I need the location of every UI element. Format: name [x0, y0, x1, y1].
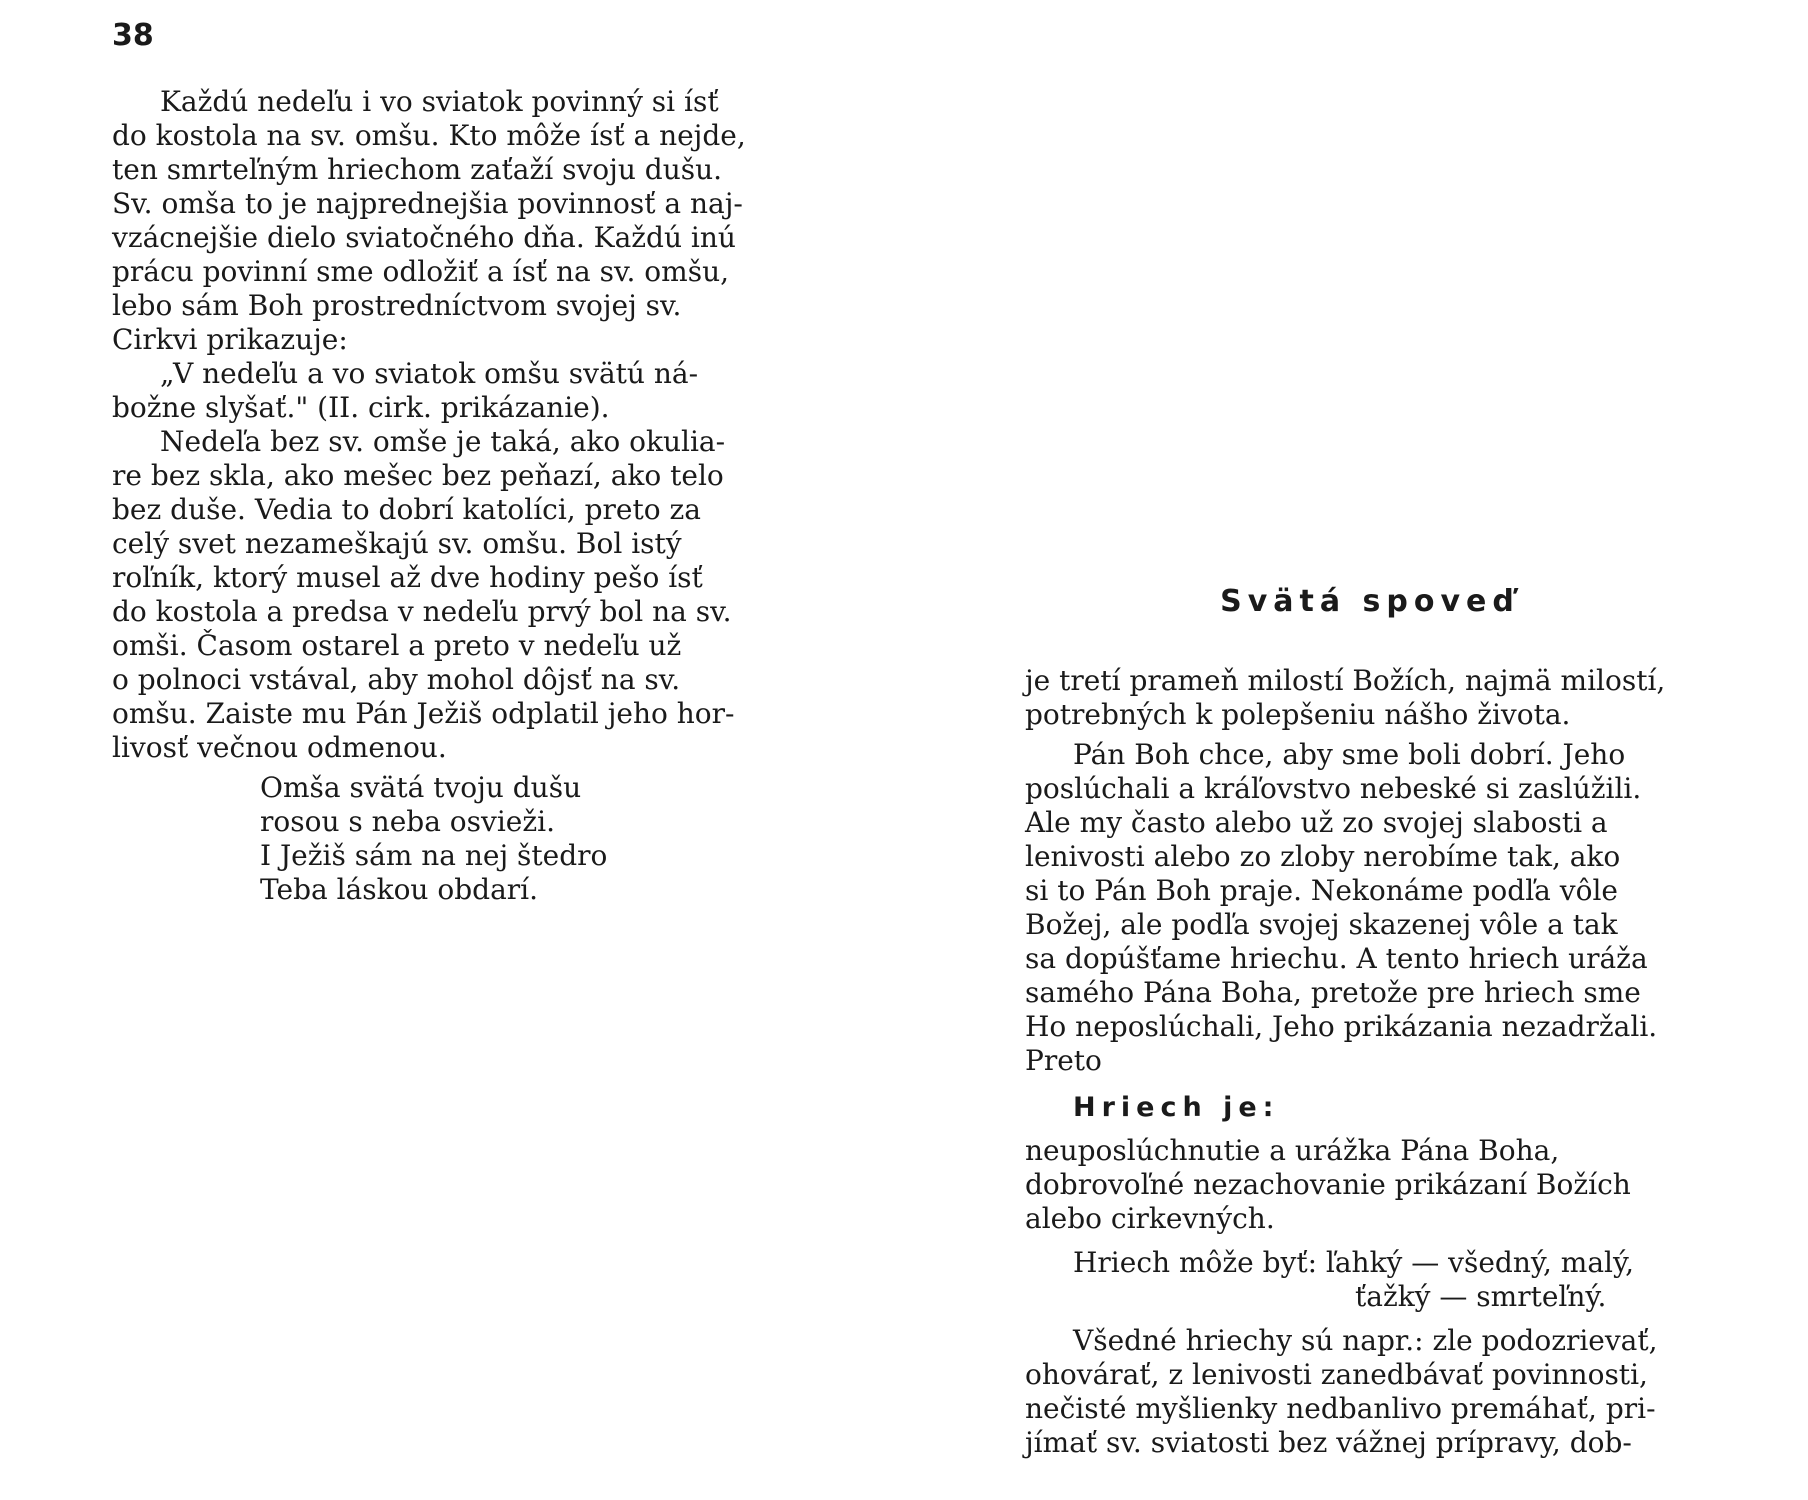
text-line: poslúchali a kráľovstvo nebeské si zaslúžili.	[1025, 772, 1642, 805]
text-line: Všedné hriechy sú napr.: zle podozrievať,	[1073, 1324, 1658, 1357]
sin-kinds	[1025, 1246, 1715, 1314]
text-line: Preto	[1025, 1044, 1102, 1077]
text-line: božne slyšať." (II. cirk. prikázanie).	[112, 391, 610, 424]
text-line: Božej, ale podľa svojej skazenej vôle a tak	[1025, 908, 1618, 941]
text-line: bez duše. Vedia to dobrí katolíci, preto za	[112, 493, 701, 526]
text-line: ten smrteľným hriechom zaťaží svoju dušu.	[112, 153, 723, 186]
text-line: si to Pán Boh praje. Nekonáme podľa vôle	[1025, 874, 1618, 907]
text-line: omšu. Zaiste mu Pán Ježiš odplatil jeho hor-	[112, 697, 735, 730]
text-line: dobrovoľné nezachovanie prikázaní Božích	[1025, 1168, 1631, 1201]
intro-paragraph	[1025, 664, 1715, 732]
text-line: potrebných k polepšeniu nášho života.	[1025, 698, 1571, 731]
commandment-quote	[112, 357, 792, 425]
page-number: 38	[112, 18, 154, 53]
text-line: omši. Časom ostarel a preto v nedeľu už	[112, 629, 682, 662]
right-column	[1025, 664, 1715, 1460]
text-line: roľník, ktorý musel až dve hodiny pešo ísť	[112, 561, 703, 594]
text-line: jímať sv. sviatosti bez vážnej prípravy, dob-	[1025, 1426, 1632, 1459]
right-paragraph-2	[1025, 1324, 1715, 1460]
verse	[112, 771, 792, 907]
verse-line: Teba láskou obdarí.	[260, 873, 539, 906]
text-line: Nedeľa bez sv. omše je taká, ako okuliа-	[160, 425, 726, 458]
left-paragraph-1	[112, 85, 792, 357]
text-line: o polnoci vstával, aby mohol dôjsť na sv.	[112, 663, 681, 696]
text-line: do kostola a predsa v nedeľu prvý bol na sv.	[112, 595, 732, 628]
text-line: Cirkvi prikazuje:	[112, 323, 348, 356]
text-line: lebo sám Boh prostredníctvom svojej sv.	[112, 289, 682, 322]
text-line: alebo cirkevných.	[1025, 1202, 1275, 1235]
text-line: je tretí prameň milostí Božích, najmä milostí,	[1025, 664, 1666, 697]
text-line: „V nedeľu a vo sviatok omšu svätú ná-	[160, 357, 699, 390]
text-line: Pán Boh chce, aby sme boli dobrí. Jeho	[1073, 738, 1626, 771]
left-paragraph-2	[112, 425, 792, 765]
text-line: vzácnejšie dielo sviatočného dňa. Každú inú	[112, 221, 736, 254]
text-line: prácu povinní sme odložiť a ísť na sv. omšu,	[112, 255, 730, 288]
section-heading: Svätá spoveď	[1220, 584, 1520, 619]
text-line: Ale my často alebo už zo svojej slabosti a	[1025, 806, 1608, 839]
text-line: nečisté myšlienky nedbanlivo premáhať, pri-	[1025, 1392, 1656, 1425]
verse-line: Omša svätá tvoju dušu	[260, 771, 582, 804]
verse-line: rosou s neba osvieži.	[260, 805, 555, 838]
definition-paragraph	[1025, 1134, 1715, 1236]
right-paragraph-1	[1025, 738, 1715, 1078]
left-column	[112, 85, 792, 907]
text-line: Sv. omša to je najprednejšia povinnosť a naj-	[112, 187, 743, 220]
text-line: sa dopúšťame hriechu. A tento hriech uráža	[1025, 942, 1648, 975]
text-line: do kostola na sv. omšu. Kto môže ísť a nejde,	[112, 119, 746, 152]
subheading: Hriech je:	[1073, 1092, 1280, 1123]
text-line: lenivosti alebo zo zloby nerobíme tak, ako	[1025, 840, 1621, 873]
text-line: samého Pána Boha, pretože pre hriech sme	[1025, 976, 1641, 1009]
text-line: re bez skla, ako mešec bez peňazí, ako telo	[112, 459, 724, 492]
text-line: ohovárať, z lenivosti zanedbávať povinnosti,	[1025, 1358, 1648, 1391]
text-line: livosť večnou odmenou.	[112, 731, 447, 764]
text-line: Každú nedeľu i vo sviatok povinný si ísť	[160, 85, 719, 118]
text-line: Hriech môže byť: ľahký — všedný, malý,	[1073, 1246, 1634, 1279]
text-line: celý svet nezameškajú sv. omšu. Bol istý	[112, 527, 682, 560]
text-line: neuposlúchnutie a urážka Pána Boha,	[1025, 1134, 1560, 1167]
verse-line: I Ježiš sám na nej štedro	[260, 839, 608, 872]
text-line: ťažký — smrteľný.	[1355, 1280, 1607, 1313]
text-line: Ho neposlúchali, Jeho prikázania nezadržali.	[1025, 1010, 1658, 1043]
